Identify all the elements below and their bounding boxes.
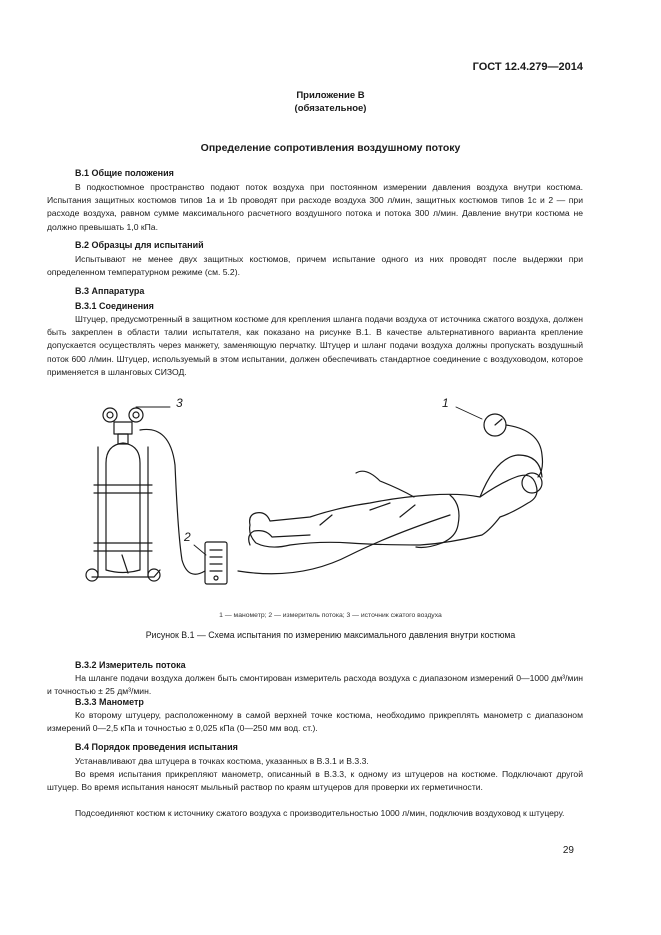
section-b31-heading: В.3.1 Соединения — [75, 301, 154, 311]
callout-1: 1 — [442, 396, 449, 410]
section-b33-text: Ко второму штуцеру, расположенному в самой верхней точке костюма, необходимо прикреплять манометр с диапазоном измерений 0—2,5 кПа и точностью ± 0,025 кПа (0—250 мм вод. ст.). — [47, 710, 583, 734]
callout-3: 3 — [176, 396, 183, 410]
section-b31-text: Штуцер, предусмотренный в защитном костюме для крепления шланга подачи воздуха от источника сжатого воздуха, должен быть закреплен в области талии испытателя, как показано на рисунке В.1. В качестве альтернативного варианта крепление допускается осуществлять через манжету, заменяющую перчатку. Штуцер и шланг подачи воздуха должны пропускать воздушный поток 600 л/мин. Штуцер, используемый в этом испытании, должен обеспечивать стандартное соединение с воздуховодом, которое применяется в шланговых СИЗОД. — [47, 314, 583, 377]
figure-caption: Рисунок В.1 — Схема испытания по измерению максимального давления внутри костюма — [145, 630, 516, 640]
compressed-air-source-icon — [86, 408, 160, 581]
section-b4-p1: Устанавливают два штуцера в точках костюма, указанных в В.3.1 и В.3.3. — [75, 756, 369, 766]
section-b4-p2: Во время испытания прикрепляют манометр, описанный в В.3.3, к одному из штуцеров на костюме. Подключают другой штуцер. Во время испытания наносят мыльный раствор по краям штуцеров для проверки их герметичности. — [47, 769, 583, 793]
section-b1-heading: В.1 Общие положения — [75, 168, 174, 178]
appendix-status: (обязательное) — [294, 103, 367, 114]
page-number: 29 — [562, 845, 574, 856]
suited-person-icon — [249, 455, 542, 548]
test-scheme-figure — [70, 385, 570, 600]
section-b2-heading: В.2 Образцы для испытаний — [75, 240, 204, 250]
flow-meter-icon — [205, 542, 227, 584]
section-b32-text: На шланге подачи воздуха должен быть смонтирован измеритель расхода воздуха с диапазоном измерений 0—1000 дм³/мин и точностью ± 25 дм³/мин. — [47, 673, 583, 697]
section-b2-text: Испытывают не менее двух защитных костюмов, причем испытание одного из них проводят после выдержки при определенном температурном режиме (см. 5.2). — [47, 254, 583, 278]
figure-legend: 1 — манометр; 2 — измеритель потока; 3 — источник сжатого воздуха — [219, 612, 442, 619]
section-b3-heading: В.3 Аппаратура — [75, 286, 145, 296]
section-b4-p3: Подсоединяют костюм к источнику сжатого воздуха с производительностью 1000 л/мин, подключив воздуховод к штуцеру. — [75, 808, 565, 818]
section-b32-heading: В.3.2 Измеритель потока — [75, 660, 186, 670]
page-title: Определение сопротивления воздушному потоку — [200, 142, 461, 154]
section-b33-heading: В.3.3 Манометр — [75, 697, 144, 707]
callout-2: 2 — [184, 530, 191, 544]
appendix-title: Приложение В — [296, 90, 365, 101]
standard-number: ГОСТ 12.4.279—2014 — [472, 61, 583, 73]
section-b1-text: В подкостюмное пространство подают поток воздуха при постоянном измерении давления воздуха внутри костюма. Испытания защитных костюмов типов 1а и 1b проводят при расходе воздуха 300 л/мин, защитных костюмов типов 1с и 2 — при расходе воздуха, равном сумме максимального расчетного воздушного потока и потока 300 л/мин. Давление внутри костюма не должно превышать 1,0 кПа. — [47, 182, 583, 232]
manometer-icon — [484, 414, 543, 477]
section-b4-heading: В.4 Порядок проведения испытания — [75, 742, 238, 752]
appendix-heading — [0, 89, 661, 115]
